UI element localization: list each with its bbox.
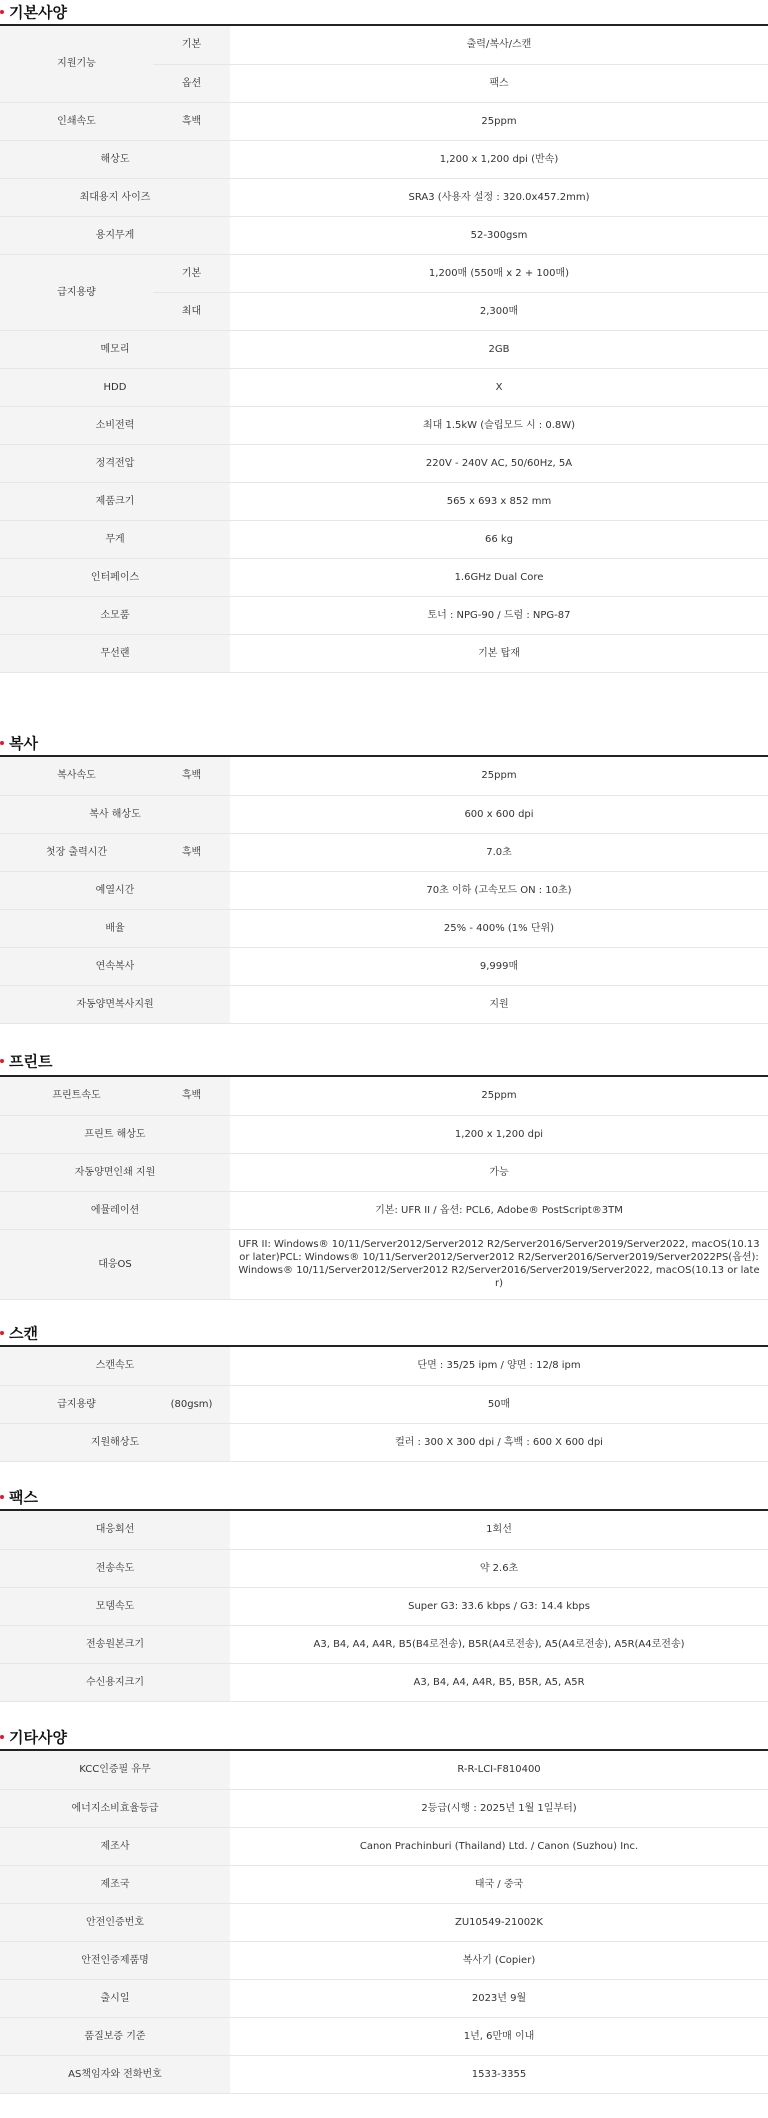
row-sublabel: (80gsm) xyxy=(153,1385,230,1423)
row-value: 기본 탑재 xyxy=(230,634,768,672)
row-label: 안전인증번호 xyxy=(0,1903,230,1941)
row-sublabel: 흑백 xyxy=(153,1077,230,1115)
row-label: 예열시간 xyxy=(0,871,230,909)
spec-table xyxy=(0,1751,768,2094)
spec-table xyxy=(0,1511,768,1702)
row-label: 자동양면인쇄 지원 xyxy=(0,1153,230,1191)
row-sublabel: 흑백 xyxy=(153,102,230,140)
table-row xyxy=(0,102,768,140)
spec-table xyxy=(0,757,768,1024)
table-row xyxy=(0,1865,768,1903)
bullet-dot-icon xyxy=(0,1735,4,1739)
row-value: Super G3: 33.6 kbps / G3: 14.4 kbps xyxy=(230,1587,768,1625)
row-value: 컬러 : 300 X 300 dpi / 흑백 : 600 X 600 dpi xyxy=(230,1423,768,1461)
row-label: 제품크기 xyxy=(0,482,230,520)
row-sublabel: 기본 xyxy=(153,26,230,64)
row-value: 팩스 xyxy=(230,64,768,102)
table-row xyxy=(0,1229,768,1299)
row-label: 지원기능 xyxy=(0,26,153,102)
row-value: 66 kg xyxy=(230,520,768,558)
row-value: 25ppm xyxy=(230,757,768,795)
row-value: 1회선 xyxy=(230,1511,768,1549)
section-title: 팩스 xyxy=(9,1488,38,1507)
section-header xyxy=(0,0,768,26)
table-row xyxy=(0,1077,768,1115)
row-value: 220V - 240V AC, 50/60Hz, 5A xyxy=(230,444,768,482)
row-label: 정격전압 xyxy=(0,444,230,482)
row-label: 해상도 xyxy=(0,140,230,178)
row-label: 대응회선 xyxy=(0,1511,230,1549)
section-header xyxy=(0,1701,768,1751)
table-row xyxy=(0,254,768,292)
section-basic-specs xyxy=(0,0,768,715)
row-label: 제조사 xyxy=(0,1827,230,1865)
section-fax xyxy=(0,1461,768,1701)
table-row xyxy=(0,1903,768,1941)
row-value: X xyxy=(230,368,768,406)
table-row xyxy=(0,482,768,520)
table-row xyxy=(0,833,768,871)
row-label: 수신용지크기 xyxy=(0,1663,230,1701)
row-value: 2등급(시행 : 2025년 1월 1일부터) xyxy=(230,1789,768,1827)
row-value: 9,999매 xyxy=(230,947,768,985)
row-label: 에뮬레이션 xyxy=(0,1191,230,1229)
row-value: 1,200 x 1,200 dpi xyxy=(230,1115,768,1153)
row-value: 52-300gsm xyxy=(230,216,768,254)
table-row xyxy=(0,140,768,178)
row-value: ZU10549-21002K xyxy=(230,1903,768,1941)
bullet-dot-icon xyxy=(0,10,4,14)
row-value: 1.6GHz Dual Core xyxy=(230,558,768,596)
section-header xyxy=(0,1047,768,1077)
row-label: 용지무게 xyxy=(0,216,230,254)
row-value: 태국 / 중국 xyxy=(230,1865,768,1903)
row-label: 첫장 출력시간 xyxy=(0,833,153,871)
table-row xyxy=(0,1587,768,1625)
bullet-dot-icon xyxy=(0,1495,4,1499)
row-label: 급지용량 xyxy=(0,1385,153,1423)
section-title: 복사 xyxy=(9,734,38,753)
row-label: 무선랜 xyxy=(0,634,230,672)
row-label: 제조국 xyxy=(0,1865,230,1903)
table-row xyxy=(0,634,768,672)
row-label: 지원해상도 xyxy=(0,1423,230,1461)
row-sublabel: 흑백 xyxy=(153,833,230,871)
row-value: 토너 : NPG-90 / 드럼 : NPG-87 xyxy=(230,596,768,634)
row-value: 25ppm xyxy=(230,1077,768,1115)
row-value: SRA3 (사용자 설정 : 320.0x457.2mm) xyxy=(230,178,768,216)
table-row xyxy=(0,26,768,64)
row-sublabel: 최대 xyxy=(153,292,230,330)
row-value: 25% - 400% (1% 단위) xyxy=(230,909,768,947)
row-value: 50매 xyxy=(230,1385,768,1423)
row-sublabel: 기본 xyxy=(153,254,230,292)
table-row xyxy=(0,1115,768,1153)
row-label: 출시일 xyxy=(0,1979,230,2017)
row-label: 자동양면복사지원 xyxy=(0,985,230,1023)
row-value: 단면 : 35/25 ipm / 양면 : 12/8 ipm xyxy=(230,1347,768,1385)
row-label: 대응OS xyxy=(0,1229,230,1299)
row-value: Canon Prachinburi (Thailand) Ltd. / Canon (Suzhou) Inc. xyxy=(230,1827,768,1865)
table-row xyxy=(0,444,768,482)
section-scan xyxy=(0,1299,768,1461)
bullet-dot-icon xyxy=(0,741,4,745)
table-row xyxy=(0,1385,768,1423)
row-value: 1,200 x 1,200 dpi (반속) xyxy=(230,140,768,178)
section-title: 기본사양 xyxy=(9,3,67,22)
table-row xyxy=(0,1789,768,1827)
row-sublabel: 흑백 xyxy=(153,757,230,795)
row-label: 연속복사 xyxy=(0,947,230,985)
section-header xyxy=(0,1461,768,1511)
row-value: 기본: UFR II / 옵션: PCL6, Adobe® PostScript®3TM xyxy=(230,1191,768,1229)
row-label: 무게 xyxy=(0,520,230,558)
row-value: 600 x 600 dpi xyxy=(230,795,768,833)
row-label: 에너지소비효율등급 xyxy=(0,1789,230,1827)
spec-table xyxy=(0,26,768,673)
row-label: 소모품 xyxy=(0,596,230,634)
row-value: 지원 xyxy=(230,985,768,1023)
table-row xyxy=(0,1511,768,1549)
row-label: 모뎀속도 xyxy=(0,1587,230,1625)
row-value: 1년, 6만매 이내 xyxy=(230,2017,768,2055)
row-value: 최대 1.5kW (슬립모드 시 : 0.8W) xyxy=(230,406,768,444)
row-value: 1533-3355 xyxy=(230,2055,768,2093)
row-value: 약 2.6초 xyxy=(230,1549,768,1587)
row-label: 전송속도 xyxy=(0,1549,230,1587)
row-label: 배율 xyxy=(0,909,230,947)
row-label: 소비전력 xyxy=(0,406,230,444)
spec-table xyxy=(0,1347,768,1462)
row-label: 급지용량 xyxy=(0,254,153,330)
row-label: KCC인증필 유무 xyxy=(0,1751,230,1789)
row-label: 프린트속도 xyxy=(0,1077,153,1115)
row-label: 전송원본크기 xyxy=(0,1625,230,1663)
row-label: HDD xyxy=(0,368,230,406)
row-value: 565 x 693 x 852 mm xyxy=(230,482,768,520)
table-row xyxy=(0,985,768,1023)
section-header xyxy=(0,1299,768,1347)
row-value: UFR II: Windows® 10/11/Server2012/Server2012 R2/Server2016/Server2019/Server2022, macOS(10.13 or later)PCL: Windows® 10/11/Server2012/Server2012 R2/Server2016/Server2019/Server2022PS(옵션): Windows® 10/11/Server2012/Server2012 R2/Server2016/Server2019/Server2022, macOS(10.13 or later) xyxy=(230,1229,768,1299)
row-value: 복사기 (Copier) xyxy=(230,1941,768,1979)
row-value: 출력/복사/스캔 xyxy=(230,26,768,64)
row-value: 2,300매 xyxy=(230,292,768,330)
table-row xyxy=(0,947,768,985)
table-row xyxy=(0,216,768,254)
section-title: 기타사양 xyxy=(9,1728,67,1747)
section-other-specs xyxy=(0,1701,768,2093)
row-value: 70초 이하 (고속모드 ON : 10초) xyxy=(230,871,768,909)
table-row xyxy=(0,2055,768,2093)
table-row xyxy=(0,406,768,444)
table-row xyxy=(0,1827,768,1865)
table-row xyxy=(0,1625,768,1663)
row-label: 스캔속도 xyxy=(0,1347,230,1385)
row-value: 2023년 9월 xyxy=(230,1979,768,2017)
table-row xyxy=(0,795,768,833)
section-print xyxy=(0,1047,768,1299)
row-value: A3, B4, A4, A4R, B5, B5R, A5, A5R xyxy=(230,1663,768,1701)
row-label: 인쇄속도 xyxy=(0,102,153,140)
table-row xyxy=(0,757,768,795)
table-row xyxy=(0,596,768,634)
table-row xyxy=(0,1941,768,1979)
table-row xyxy=(0,1153,768,1191)
bullet-dot-icon xyxy=(0,1331,4,1335)
section-header xyxy=(0,715,768,757)
row-label: 메모리 xyxy=(0,330,230,368)
table-row xyxy=(0,520,768,558)
table-row xyxy=(0,1751,768,1789)
table-row xyxy=(0,1423,768,1461)
table-row xyxy=(0,330,768,368)
row-label: 인터페이스 xyxy=(0,558,230,596)
section-title: 스캔 xyxy=(9,1324,38,1343)
table-row xyxy=(0,178,768,216)
row-value: R-R-LCI-F810400 xyxy=(230,1751,768,1789)
table-row xyxy=(0,1347,768,1385)
row-value: 7.0초 xyxy=(230,833,768,871)
row-value: 25ppm xyxy=(230,102,768,140)
table-row xyxy=(0,368,768,406)
table-row xyxy=(0,1549,768,1587)
row-label: 프린트 해상도 xyxy=(0,1115,230,1153)
bullet-dot-icon xyxy=(0,1059,4,1063)
row-label: 안전인증제품명 xyxy=(0,1941,230,1979)
section-copy xyxy=(0,715,768,1047)
section-title: 프린트 xyxy=(9,1052,53,1071)
row-value: A3, B4, A4, A4R, B5(B4로전송), B5R(A4로전송), A5(A4로전송), A5R(A4로전송) xyxy=(230,1625,768,1663)
row-value: 1,200매 (550매 x 2 + 100매) xyxy=(230,254,768,292)
table-row xyxy=(0,1979,768,2017)
spec-table xyxy=(0,1077,768,1300)
table-row xyxy=(0,558,768,596)
table-row xyxy=(0,2017,768,2055)
row-sublabel: 옵션 xyxy=(153,64,230,102)
row-label: 복사속도 xyxy=(0,757,153,795)
table-row xyxy=(0,1663,768,1701)
table-row xyxy=(0,909,768,947)
row-value: 가능 xyxy=(230,1153,768,1191)
row-label: 복사 해상도 xyxy=(0,795,230,833)
row-label: AS책임자와 전화번호 xyxy=(0,2055,230,2093)
row-value: 2GB xyxy=(230,330,768,368)
row-label: 품질보증 기준 xyxy=(0,2017,230,2055)
table-row xyxy=(0,1191,768,1229)
row-label: 최대용지 사이즈 xyxy=(0,178,230,216)
table-row xyxy=(0,871,768,909)
